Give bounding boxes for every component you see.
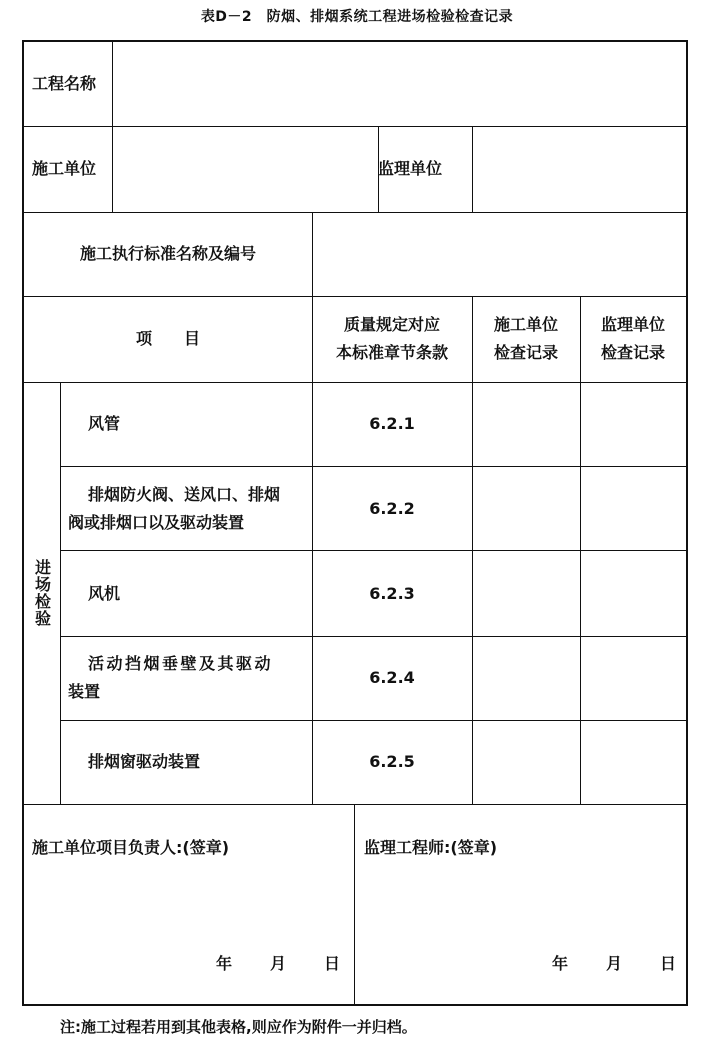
rule-row-4: [60, 720, 686, 721]
rule-signature-divider: [354, 804, 355, 1004]
row-1-name-line1: 风管: [88, 414, 121, 433]
footnote: 注:施工过程若用到其他表格,则应作为附件一并归档。: [60, 1018, 417, 1036]
rule-label-divider: [112, 42, 113, 212]
rule-after-standard: [24, 296, 686, 297]
group-label-cell: [24, 382, 60, 804]
row-2-clause: 6.2.2: [369, 499, 415, 518]
left-date-month: 月: [270, 954, 287, 973]
supervision-check-header-line2: 检查记录: [600, 343, 665, 362]
rule-after-project: [24, 126, 686, 127]
rule-after-header: [24, 382, 686, 383]
rule-group-divider: [60, 382, 61, 804]
row-4-clause: 6.2.4: [369, 668, 415, 687]
rule-check2-left: [580, 296, 581, 804]
supervision-engineer-signature-label: 监理工程师:(签章): [364, 838, 498, 857]
rule-after-units: [24, 212, 686, 213]
row-2-name-line2: 阀或排烟口以及驱动装置: [68, 513, 245, 532]
rule-row-3: [60, 636, 686, 637]
right-date-day: 日: [660, 954, 677, 973]
left-date-year: 年: [216, 954, 233, 973]
row-5-clause: 6.2.5: [369, 752, 415, 771]
row-5-name-line1: 排烟窗驱动装置: [88, 752, 201, 771]
supervision-unit-label: 监理单位: [378, 159, 443, 178]
inspection-form: [22, 40, 688, 1006]
row-4-name-line1: 活动挡烟垂壁及其驱动: [88, 654, 274, 673]
row-3-clause: 6.2.3: [369, 584, 415, 603]
rule-row-2: [60, 550, 686, 551]
clause-column-header-line2: 本标准章节条款: [335, 343, 448, 362]
construction-check-header-line2: 检查记录: [493, 343, 558, 362]
group-label: 进场检验: [32, 559, 52, 627]
item-column-header: 项 目: [135, 329, 200, 348]
clause-column-header-line1: 质量规定对应: [343, 315, 440, 334]
rule-unit-right: [472, 126, 473, 212]
row-2-name-line1: 排烟防火阀、送风口、排烟: [88, 485, 281, 504]
right-date-month: 月: [606, 954, 623, 973]
standard-label: 施工执行标准名称及编号: [79, 244, 256, 263]
form-title: 表D－2 防烟、排烟系统工程进场检验检查记录: [200, 9, 514, 25]
rule-row-1: [60, 466, 686, 467]
project-name-label: 工程名称: [32, 74, 97, 93]
row-4-name-line2: 装置: [68, 682, 101, 701]
left-date-day: 日: [324, 954, 341, 973]
right-date-year: 年: [552, 954, 569, 973]
row-1-clause: 6.2.1: [369, 414, 415, 433]
construction-check-header-line1: 施工单位: [493, 315, 558, 334]
rule-check1-left: [472, 296, 473, 804]
row-3-name-line1: 风机: [88, 584, 121, 603]
construction-unit-label: 施工单位: [32, 159, 97, 178]
rule-after-rows: [24, 804, 686, 805]
supervision-check-header-line1: 监理单位: [600, 315, 665, 334]
construction-manager-signature-label: 施工单位项目负责人:(签章): [32, 838, 230, 857]
